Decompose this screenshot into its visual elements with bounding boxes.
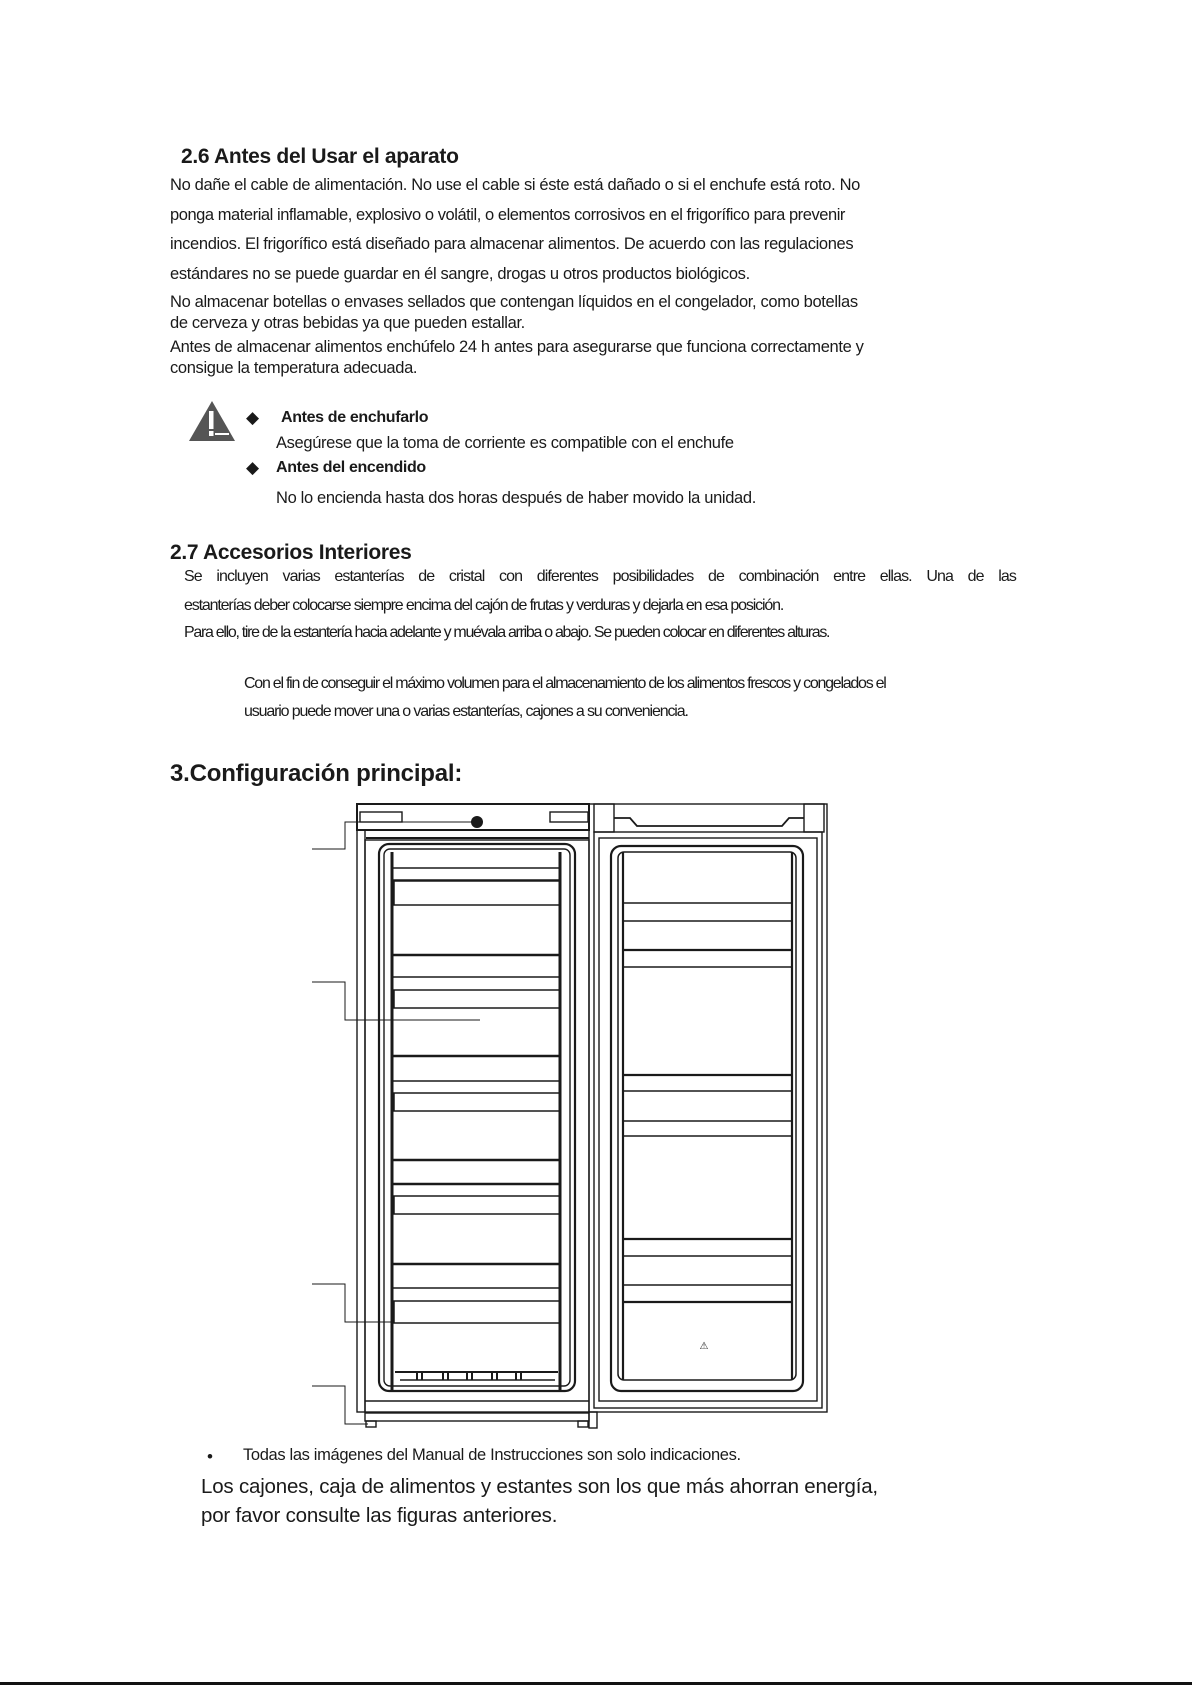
word: de	[967, 568, 984, 585]
word: de	[418, 568, 435, 585]
word: varias	[282, 568, 320, 585]
warning-title: Antes de enchufarlo	[281, 409, 429, 426]
paragraph-line: estanterías deber colocarse siempre encima del cajón de frutas y verduras y dejarla en esa posición.	[184, 597, 784, 614]
word: combinación	[738, 568, 819, 585]
word: cristal	[448, 568, 485, 585]
warning-title: Antes del encendido	[276, 459, 426, 476]
section-2-6-heading: 2.6 Antes del Usar el aparato	[181, 145, 459, 168]
word: incluyen	[216, 568, 268, 585]
paragraph-justified-line	[184, 568, 1016, 586]
warning-text: Asegúrese que la toma de corriente es compatible con el enchufe	[276, 434, 734, 452]
paragraph-line: estándares no se puede guardar en él sangre, drogas u otros productos biológicos.	[170, 265, 750, 283]
diamond-bullet-icon: ◆	[246, 458, 260, 477]
section-3-heading: 3.Configuración principal:	[170, 760, 463, 787]
paragraph-line: usuario puede mover una o varias estanterías, cajones a su conveniencia.	[244, 703, 688, 720]
diamond-bullet-icon: ◆	[246, 408, 260, 427]
word: de	[708, 568, 725, 585]
paragraph-line: Antes de almacenar alimentos enchúfelo 24 h antes para asegurarse que funciona correctamente y	[170, 338, 864, 356]
warning-triangle-icon	[188, 400, 236, 442]
note-text: Todas las imágenes del Manual de Instrucciones son solo indicaciones.	[243, 1446, 741, 1464]
word: las	[998, 568, 1016, 585]
paragraph-line: No almacenar botellas o envases sellados que contengan líquidos en el congelador, como botellas	[170, 293, 858, 311]
word: Una	[926, 568, 953, 585]
paragraph-line: No dañe el cable de alimentación. No use el cable si éste está dañado o si el enchufe está roto. No	[170, 176, 860, 194]
closing-text: por favor consulte las figuras anteriores.	[201, 1504, 558, 1527]
section-2-7-heading: 2.7 Accesorios Interiores	[170, 541, 412, 564]
paragraph-line: de cerveza y otras bebidas ya que pueden estallar.	[170, 314, 525, 332]
word: estanterías	[334, 568, 404, 585]
word: ellas.	[879, 568, 912, 585]
closing-text: Los cajones, caja de alimentos y estantes son los que más ahorran energía,	[201, 1475, 878, 1498]
word: diferentes	[536, 568, 598, 585]
refrigerator-diagram	[300, 800, 840, 1435]
word: posibilidades	[612, 568, 694, 585]
paragraph-line: Con el fin de conseguir el máximo volumen para el almacenamiento de los alimentos frescos y congelados el	[244, 675, 886, 692]
paragraph-line: consigue la temperatura adecuada.	[170, 359, 418, 377]
warning-text: No lo encienda hasta dos horas después de haber movido la unidad.	[276, 489, 756, 507]
word: con	[498, 568, 523, 585]
paragraph-line: Para ello, tire de la estantería hacia adelante y muévala arriba o abajo. Se pueden colocar en diferentes alturas.	[184, 624, 830, 641]
word: entre	[833, 568, 866, 585]
bullet-dot-icon: •	[207, 1447, 213, 1466]
word: Se	[184, 568, 202, 585]
paragraph-line: ponga material inflamable, explosivo o volátil, o elementos corrosivos en el frigorífico para prevenir	[170, 206, 845, 224]
svg-text:⚠: ⚠	[699, 1341, 709, 1352]
paragraph-line: incendios. El frigorífico está diseñado para almacenar alimentos. De acuerdo con las regulaciones	[170, 235, 854, 253]
